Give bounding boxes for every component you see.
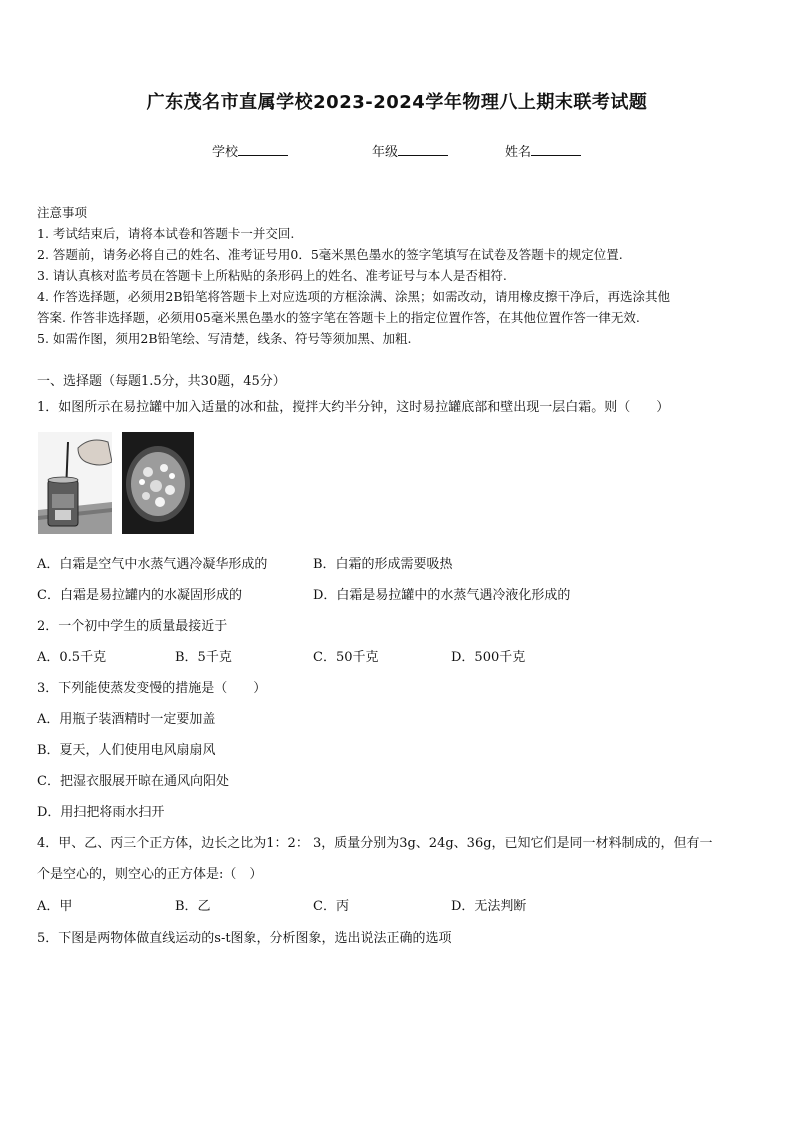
name-blank[interactable]	[531, 143, 581, 156]
q2-option-a[interactable]: A．0.5千克	[37, 650, 107, 665]
q3-option-d[interactable]: D．用扫把将雨水扫开	[37, 805, 165, 820]
q3-option-b[interactable]: B．夏天，人们使用电风扇扇风	[37, 743, 216, 758]
can-top-view-illustration	[122, 432, 194, 534]
notice-item: 答案. 作答非选择题，必须用05毫米黑色墨水的签字笔在答题卡上的指定位置作答，在其他位置作答一律无效.	[37, 310, 640, 325]
name-field	[505, 141, 581, 160]
grade-blank[interactable]	[398, 143, 448, 156]
q2-option-d[interactable]: D．500千克	[451, 650, 526, 665]
q4-option-a[interactable]: A．甲	[37, 899, 73, 914]
school-label: 学校	[212, 145, 239, 160]
q3-stem: 3．下列能使蒸发变慢的措施是（ ）	[37, 681, 267, 696]
notice-item: 2. 答题前，请务必将自己的姓名、准考证号用0．5毫米黑色墨水的签字笔填写在试卷及答题卡的规定位置.	[37, 247, 623, 262]
notice-heading: 注意事项	[37, 205, 88, 220]
q2-option-c[interactable]: C．50千克	[313, 650, 379, 665]
notice-item: 4. 作答选择题，必须用2B铅笔将答题卡上对应选项的方框涂满、涂黑；如需改动，请用橡皮擦干净后，再选涂其他	[37, 289, 671, 304]
notice-item: 3. 请认真核对监考员在答题卡上所粘贴的条形码上的姓名、准考证号与本人是否相符.	[37, 268, 507, 283]
q4-option-c[interactable]: C．丙	[313, 899, 349, 914]
q4-option-d[interactable]: D．无法判断	[451, 899, 527, 914]
q1-option-c[interactable]: C．白霜是易拉罐内的水凝固形成的	[37, 588, 242, 603]
grade-label: 年级	[372, 145, 399, 160]
q2-option-b[interactable]: B．5千克	[175, 650, 232, 665]
q1-option-b[interactable]: B．白霜的形成需要吸热	[313, 557, 453, 572]
exam-title: 广东茂名市直属学校2023-2024学年物理八上期末联考试题	[146, 92, 648, 113]
name-label: 姓名	[505, 145, 532, 160]
q4-stem-line2: 个是空心的，则空心的正方体是:（ ）	[37, 867, 263, 882]
q1-option-a[interactable]: A．白霜是空气中水蒸气遇冷凝华形成的	[37, 557, 268, 572]
q1-stem: 1．如图所示在易拉罐中加入适量的冰和盐，搅拌大约半分钟，这时易拉罐底部和壁出现一层白霜。则（ ）	[37, 400, 670, 415]
q3-option-c[interactable]: C．把湿衣服展开晾在通风向阳处	[37, 774, 229, 789]
q4-stem-line1: 4．甲、乙、丙三个正方体，边长之比为1：2： 3，质量分别为3g、24g、36g，已知它们是同一材料制成的，但有一	[37, 836, 713, 851]
notice-item: 1. 考试结束后，请将本试卷和答题卡一并交回.	[37, 226, 295, 241]
can-stirring-illustration	[38, 432, 112, 534]
q4-option-b[interactable]: B．乙	[175, 899, 211, 914]
section-heading: 一、选择题（每题1.5分，共30题，45分）	[37, 374, 286, 389]
q2-stem: 2．一个初中学生的质量最接近于	[37, 619, 228, 634]
grade-field	[372, 141, 448, 160]
can-stirring-photo	[38, 432, 112, 534]
q3-option-a[interactable]: A．用瓶子装酒精时一定要加盖	[37, 712, 216, 727]
q5-stem: 5．下图是两物体做直线运动的s-t图象，分析图象，选出说法正确的选项	[37, 931, 452, 946]
school-field	[212, 141, 288, 160]
notice-item: 5. 如需作图，须用2B铅笔绘、写清楚，线条、符号等须加黑、加粗.	[37, 331, 412, 346]
school-blank[interactable]	[238, 143, 288, 156]
q1-option-d[interactable]: D．白霜是易拉罐中的水蒸气遇冷液化形成的	[313, 588, 571, 603]
can-top-view-photo	[122, 432, 194, 534]
